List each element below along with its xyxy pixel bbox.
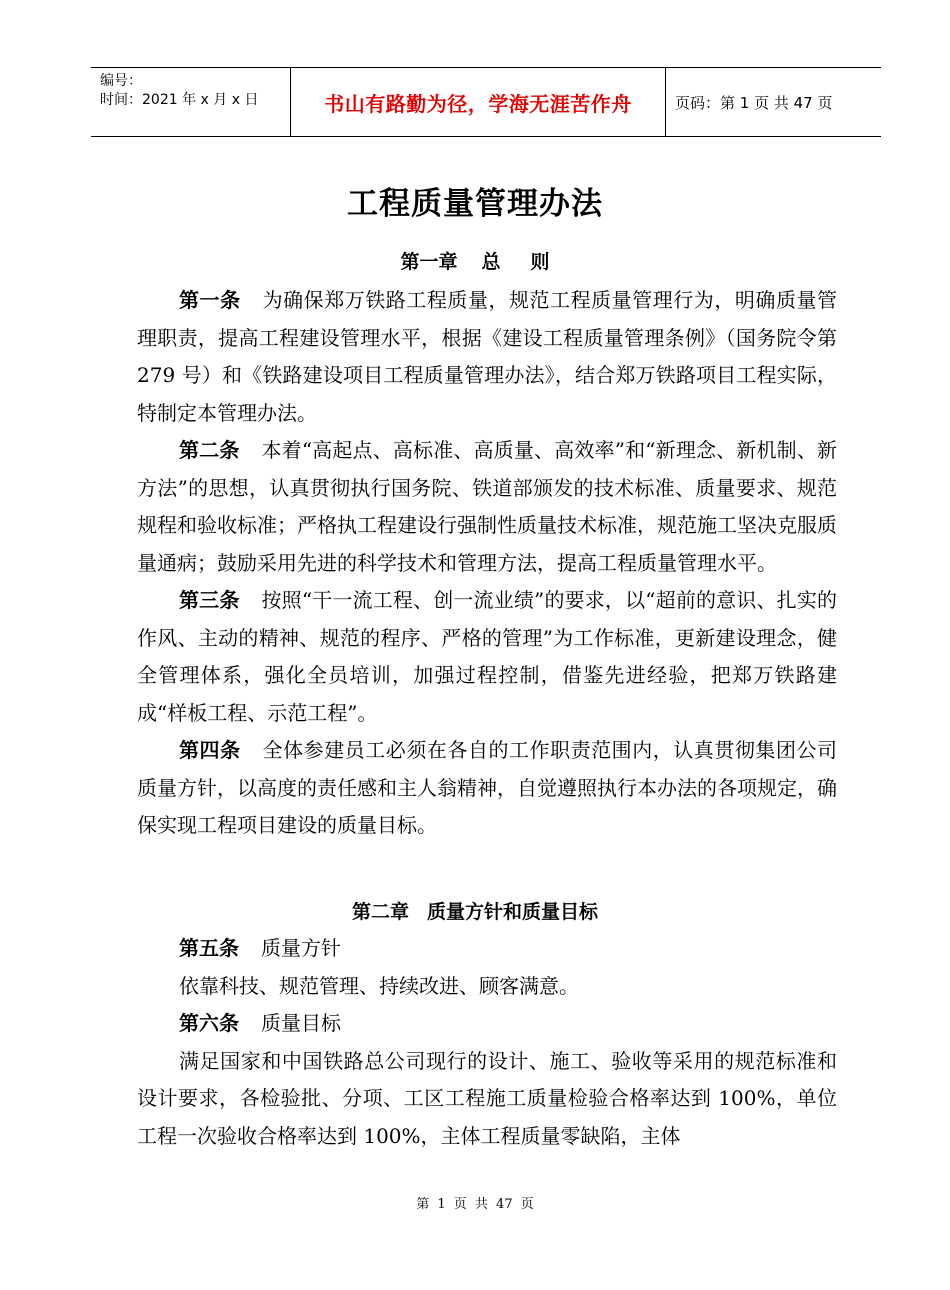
document-title: 工程质量管理办法 [347,186,603,222]
article-3-label: 第三条 [179,588,240,612]
article-1-text: 为确保郑万铁路工程质量，规范工程质量管理行为，明确质量管理职责，提高工程建设管理水平，根据《建设工程质量管理条例》（国务院令第 279 号）和《铁路建设项目工程质量管理办法》，结合郑万铁路项目工程实际，特制定本管理办法。 [137,288,838,425]
article-5-label: 第五条 [179,936,239,960]
article-5-text: 质量方针 [261,936,341,960]
header-meta-cell [91,68,291,136]
article-1-label: 第一条 [179,288,241,312]
article-6 [137,1005,837,1043]
page-header [91,67,881,137]
article-4-label: 第四条 [179,738,241,762]
chapter-2-title: 质量方针和质量目标 [427,901,599,923]
header-motto: 书山有路勤为径，学海无涯苦作舟 [291,68,666,136]
chapter-2-number: 第二章 [351,901,409,923]
time-label: 时间：2021 年 x 月 x 日 [100,92,259,108]
quality-policy: 依靠科技、规范管理、持续改进、顾客满意。 [179,973,579,998]
header-page-info: 页码：第 1 页 共 47 页 [675,93,833,112]
page-footer: 第 1 页 共 47 页 [416,1197,534,1212]
article-3 [137,582,837,732]
chapter-2-body [137,930,837,1155]
serial-label: 编号： [100,73,142,89]
chapter-2-heading [0,897,950,924]
article-4-text: 全体参建员工必须在各自的工作职责范围内，认真贯彻集团公司质量方针，以高度的责任感和主人翁精神，自觉遵照执行本办法的各项规定，确保实现工程项目建设的质量目标。 [137,738,838,837]
article-3-text: 按照“干一流工程、创一流业绩”的要求，以“超前的意识、扎实的作风、主动的精神、规范的程序、严格的管理”为工作标准，更新建设理念，健全管理体系，强化全员培训，加强过程控制，借鉴先进经验，把郑万铁路建成“样板工程、示范工程”。 [137,588,837,725]
quality-goal: 满足国家和中国铁路总公司现行的设计、施工、验收等采用的规范标准和设计要求，各检验批、分项、工区工程施工质量检验合格率达到 100%，单位工程一次验收合格率达到 100%，主体工程质量零缺陷，主体 [137,1048,837,1148]
chapter-1-body [137,282,837,845]
article-4 [137,732,837,845]
article-6-label: 第六条 [179,1011,239,1035]
article-6-text: 质量目标 [261,1011,341,1035]
article-2 [137,432,837,582]
article-5 [137,930,837,968]
article-2-text: 本着“高起点、高标准、高质量、高效率”和“新理念、新机制、新方法”的思想，认真贯彻执行国务院、铁道部颁发的技术标准、质量要求、规范规程和验收标准；严格执工程建设行强制性质量技术标准，规范施工坚决克服质量通病；鼓励采用先进的科学技术和管理方法，提高工程质量管理水平。 [137,438,837,575]
chapter-1-number: 第一章 [400,251,458,273]
chapter-1-title-part-1: 总 [481,251,501,273]
article-2-label: 第二条 [179,438,240,462]
article-1 [137,282,837,432]
chapter-1-title-part-2: 则 [530,251,550,273]
chapter-1-heading [0,247,950,274]
